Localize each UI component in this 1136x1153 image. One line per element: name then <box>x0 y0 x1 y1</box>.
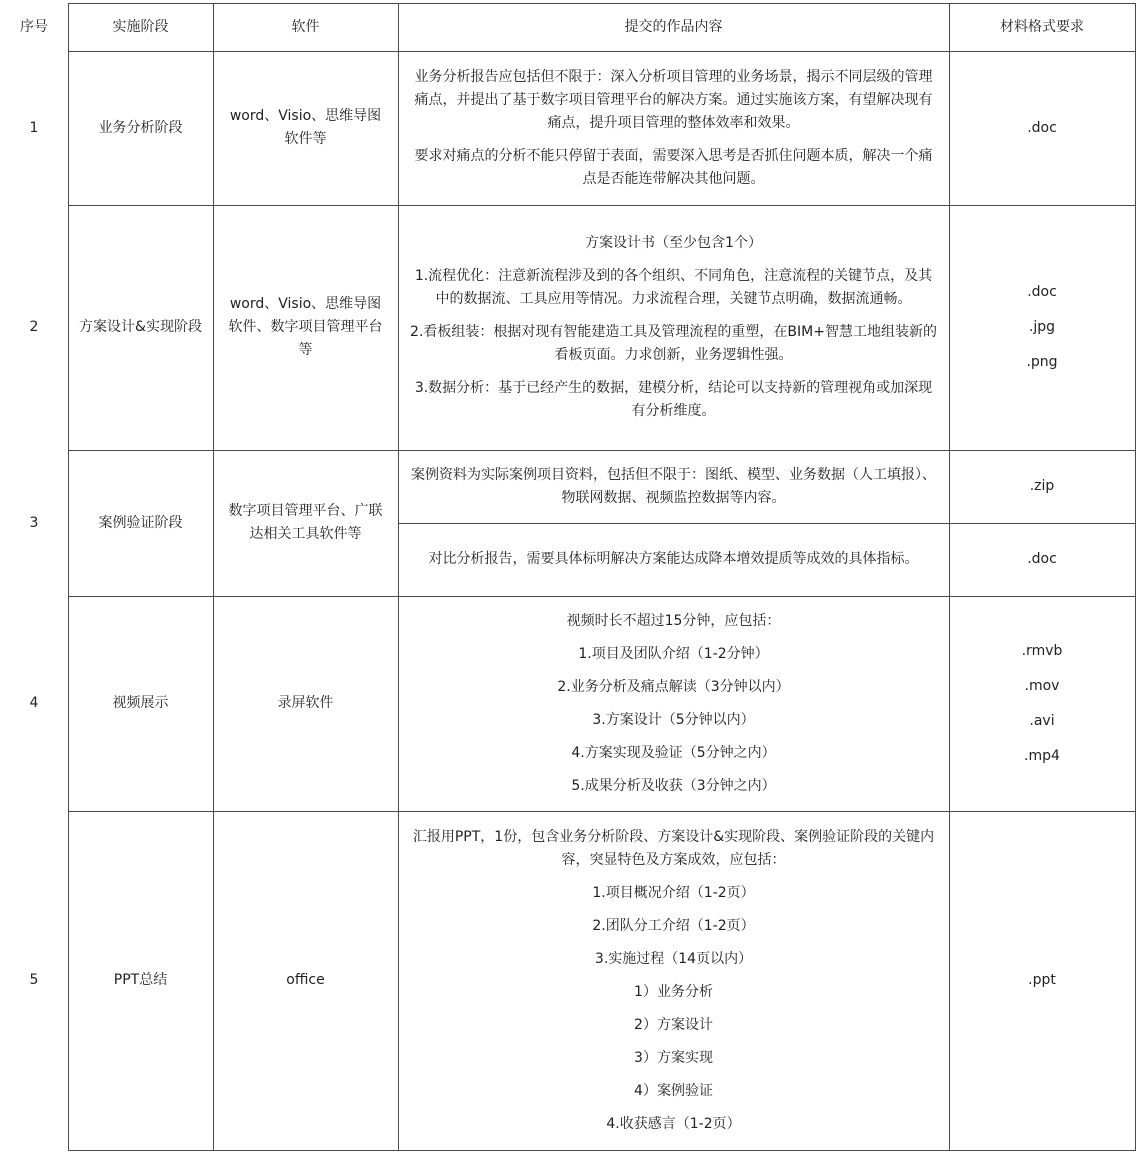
header-index-label: 序号 <box>20 18 48 35</box>
content-line: 4）案例验证 <box>634 1082 713 1099</box>
format-item: .doc <box>1027 119 1057 136</box>
row-2-content <box>398 205 949 450</box>
software-label: word、Visio、思维导图软件、数字项目管理平台等 <box>228 296 383 358</box>
row-1-index <box>0 51 68 205</box>
content-line: 2.业务分析及痛点解读（3分钟以内） <box>557 678 790 695</box>
format-item: .zip <box>1029 478 1055 494</box>
row-2-index <box>0 205 68 450</box>
format-item: .doc <box>1027 284 1057 300</box>
content-line: 3.实施过程（14页以内） <box>594 950 753 967</box>
content-line: 2.看板组装：根据对现有智能建造工具及管理流程的重塑，在BIM+智慧工地组装新的看板页面。力求创新，业务逻辑性强。 <box>410 324 937 363</box>
row-3-index <box>0 450 68 596</box>
content-line: 3.数据分析：基于已经产生的数据，建模分析，结论可以支持新的管理视角或加深现有分析维度。 <box>414 380 933 419</box>
stage-label: PPT总结 <box>113 972 168 988</box>
row-2-formats <box>949 205 1135 450</box>
header-software <box>213 3 398 51</box>
format-item: .png <box>1026 354 1058 370</box>
content-line: 视频时长不超过15分钟，应包括： <box>566 612 781 629</box>
stage-label: 案例验证阶段 <box>98 514 183 531</box>
software-label: word、Visio、思维导图软件等 <box>229 108 382 147</box>
row-3-software <box>213 450 398 596</box>
row-3b-content <box>398 523 949 596</box>
software-label: 录屏软件 <box>277 695 334 711</box>
content-line: 案例资料为实际案例项目资料，包括但不限于：图纸、模型、业务数据（人工填报）、物联网数据、视频监控数据等内容。 <box>411 466 936 506</box>
format-item: .rmvb <box>1021 642 1063 659</box>
header-stage-label: 实施阶段 <box>112 18 169 35</box>
row-3b-formats <box>949 523 1135 596</box>
content-line: 3.方案设计（5分钟以内） <box>592 711 755 728</box>
header-content <box>398 3 949 51</box>
header-content-label: 提交的作品内容 <box>624 18 723 35</box>
row-2-stage <box>68 205 213 450</box>
header-format <box>949 3 1135 51</box>
format-item: .avi <box>1029 712 1055 729</box>
content-line: 2）方案设计 <box>634 1016 713 1033</box>
content-line: 5.成果分析及收获（3分钟之内） <box>571 777 776 794</box>
header-index <box>0 3 68 51</box>
content-line: 汇报用PPT，1份，包含业务分析阶段、方案设计&实现阶段、案例验证阶段的关键内容，突显特色及方案成效，应包括： <box>412 828 935 868</box>
content-line: 1）业务分析 <box>634 983 713 1000</box>
row-index: 2 <box>29 319 39 335</box>
header-format-label: 材料格式要求 <box>1000 18 1084 35</box>
row-index: 5 <box>29 972 39 988</box>
stage-label: 视频展示 <box>112 695 169 711</box>
format-item: .ppt <box>1028 972 1056 988</box>
row-3a-content <box>398 450 949 523</box>
format-item: .mp4 <box>1024 747 1060 764</box>
content-line: 1.项目概况介绍（1-2页） <box>592 884 755 901</box>
header-stage <box>68 3 213 51</box>
stage-label: 方案设计&实现阶段 <box>79 319 202 335</box>
row-3a-formats <box>949 450 1135 523</box>
software-label: 数字项目管理平台、广联达相关工具软件等 <box>228 503 383 542</box>
row-index: 1 <box>29 119 39 136</box>
row-5-stage <box>68 811 213 1150</box>
format-item: .mov <box>1024 677 1060 694</box>
row-3-stage <box>68 450 213 596</box>
row-4-software <box>213 596 398 811</box>
stage-label: 业务分析阶段 <box>98 119 183 136</box>
row-1-software <box>213 51 398 205</box>
row-1-content <box>398 51 949 205</box>
content-line: 业务分析报告应包括但不限于：深入分析项目管理的业务场景，揭示不同层级的管理痛点，并提出了基于数字项目管理平台的解决方案。通过实施该方案，有望解决现有痛点，提升项目管理的整体效率和效果。 <box>414 68 933 131</box>
content-line: 4.收获感言（1-2页） <box>606 1115 741 1132</box>
content-line: 1.流程优化：注意新流程涉及到的各个组织、不同角色，注意流程的关键节点，及其中的数据流、工具应用等情况。力求流程合理，关键节点明确，数据流通畅。 <box>414 268 933 307</box>
format-item: .jpg <box>1028 319 1056 335</box>
content-line: 4.方案实现及验证（5分钟之内） <box>571 744 776 761</box>
content-line: 2.团队分工介绍（1-2页） <box>592 917 755 934</box>
row-index: 3 <box>29 514 39 531</box>
content-line: 方案设计书（至少包含1个） <box>585 235 762 251</box>
row-5-formats <box>949 811 1135 1150</box>
row-1-stage <box>68 51 213 205</box>
format-item: .doc <box>1027 551 1057 567</box>
grid-line <box>68 1150 1136 1151</box>
header-software-label: 软件 <box>291 18 320 35</box>
row-2-software <box>213 205 398 450</box>
row-5-content <box>398 811 949 1150</box>
row-index: 4 <box>29 695 39 711</box>
row-5-software <box>213 811 398 1150</box>
row-4-index <box>0 596 68 811</box>
row-4-content <box>398 596 949 811</box>
software-label: office <box>286 972 325 988</box>
row-4-stage <box>68 596 213 811</box>
content-line: 3）方案实现 <box>634 1049 713 1066</box>
content-line: 要求对痛点的分析不能只停留于表面，需要深入思考是否抓住问题本质，解决一个痛点是否能连带解决其他问题。 <box>414 147 933 187</box>
content-line: 1.项目及团队介绍（1-2分钟） <box>578 645 769 662</box>
row-5-index <box>0 811 68 1150</box>
row-4-formats <box>949 596 1135 811</box>
content-line: 对比分析报告，需要具体标明解决方案能达成降本增效提质等成效的具体指标。 <box>428 551 919 567</box>
row-1-formats <box>949 51 1135 205</box>
